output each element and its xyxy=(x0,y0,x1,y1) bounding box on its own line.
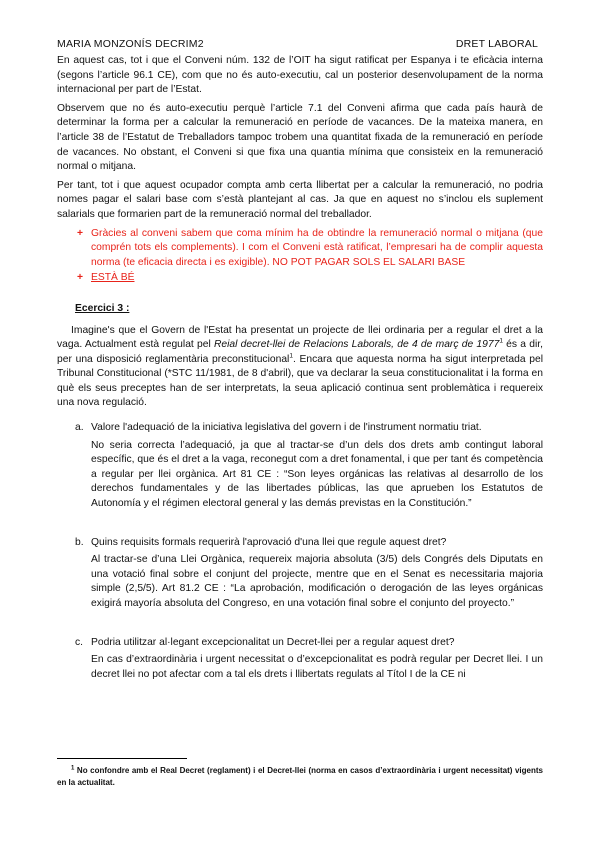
paragraph: Observem que no és auto-executiu perquè l’article 7.1 del Conveni afirma que cada país haurà de determinar la forma per a calcular la remuneració en període de vacances. De la mateixa manera, en l’article 38 de l’Estatut de Treballadors tampoc trobem una quantitat fixada de la remuneració en període de vacances. No obstant, el Conveni si que fixa una quantia mínima que consisteix en la remuneració normal o mitjana. xyxy=(57,102,543,173)
plus-bullet-icon: + xyxy=(77,227,84,239)
exercise-title: Ecercici 3 : xyxy=(75,302,130,314)
question-letter: b. xyxy=(75,536,84,548)
footnote-divider xyxy=(57,758,187,759)
question-letter: a. xyxy=(75,422,84,434)
question xyxy=(75,536,543,551)
bullet-item xyxy=(77,271,543,286)
exercise-intro xyxy=(57,324,543,412)
question-text: Quins requisits formals requerirà l'aprovació d'una llei que regule aquest dret? xyxy=(91,536,447,548)
header-subject: DRET LABORAL xyxy=(455,38,538,50)
bullet-text: ESTÀ BÉ xyxy=(91,272,135,284)
answer: En cas d’extraordinària i urgent necessitat o d’excepcionalitat es podrà regular per Decret llei. I un decret llei no pot afectar com a tal els drets i llibertats regulats al Títol I de la CE ni xyxy=(91,654,543,680)
plus-bullet-icon: + xyxy=(77,272,84,284)
question xyxy=(75,636,543,651)
intro-text: . Encara que aquesta norma ha sigut interpretada pel Tribunal Constitucional (*STC 11/1981, de 8 d'abril), que va declarar la seua constitucionalitat i la forma en què els seus preceptes han de ser interpretats, la seua aplicació continua sent problemàtica i requereix una nova regulació. xyxy=(57,353,544,409)
footnote-ref: 1 xyxy=(289,352,293,360)
footnote-text: No confondre amb el Real Decret (reglament) i el Decret-llei (norma en casos d’extraordinària i urgent necessitat) vigents en la actualitat. xyxy=(57,766,543,787)
bullet-text: Gràcies al conveni sabem que coma mínim ha de obtindre la remuneració normal o mitjana (que comprén tots els complements). I com el Conveni està ratificat, l’empresari ha de complir aquesta norma (te eficacia directa i es exigible). NO POT PAGAR SOLS EL SALARI BASE xyxy=(91,227,543,268)
question-text: Podria utilitzar al·legant excepcionalitat un Decret-llei per a regular aquest dret? xyxy=(91,636,455,648)
question-letter: c. xyxy=(75,636,84,648)
intro-text: Imagine's que el Govern de l'Estat ha presentat un projecte de llei ordinaria per a regular el dret a la vaga. Actualment està regulat pel xyxy=(57,324,543,351)
question xyxy=(75,421,543,436)
intro-text: és a dir, per una disposició reglamentària preconstitucional xyxy=(57,339,543,365)
footnote-mark: 1 xyxy=(71,765,75,772)
answer: No seria correcta l’adequació, ja que al tractar-se d’un dels dos drets amb contingut laboral específic, que és el dret a la vaga, reconegut com a dret fonamental, i que per tant és competència a regular per llei orgànica. Art 81 CE : “Son leyes orgánicas las relativas al desarrollo de los derechos fundamentales y de las libertades públicas, las que aprueben los Estatutos de Autonomía y el régimen electoral general y las demás previstas en la Constitución.” xyxy=(91,439,543,510)
intro-italic: Reial decret-llei de Relacions Laborals, de 4 de març de 1977 xyxy=(213,339,500,351)
answer: Al tractar-se d’una Llei Orgànica, requereix majoria absoluta (3/5) dels Congrés dels Diputats en una votació final sobre el conjunt del projecte, mentre que en el Senat es necessitaria majoria simple (2,5/5). Art 81.2 CE : “La aprobación, modificación o derogación de las leyes orgánicas exigirá mayoría absoluta del Congreso, en una votación final sobre el conjunto del proyecto.” xyxy=(91,554,543,609)
paragraph: Per tant, tot i que aquest ocupador compta amb certa llibertat per a calcular la remuneració, no podria nomes pagar el salari base com s’està plantejant al cas. Ja que en aquest no s’inclou els suplement salarials que formarien part de la remuneració normal del treballador. xyxy=(57,179,543,220)
paragraph: En aquest cas, tot i que el Conveni núm. 132 de l’OIT ha sigut ratificat per Espanya i te eficàcia interna (segons l’article 96.1 CE), com que no és auto-executiu, cal un posterior desenvolupament de la norma internacional per part de l’Estat. xyxy=(57,55,543,96)
header-author: MARIA MONZONÍS DECRIM2 xyxy=(57,38,204,50)
document-body xyxy=(57,54,543,682)
bullet-item xyxy=(77,227,543,271)
footnote xyxy=(57,765,543,788)
question-text: Valore l'adequació de la iniciativa legislativa del govern i de l'instrument normatiu triat. xyxy=(91,422,482,434)
footnote-ref: 1 xyxy=(499,337,503,345)
